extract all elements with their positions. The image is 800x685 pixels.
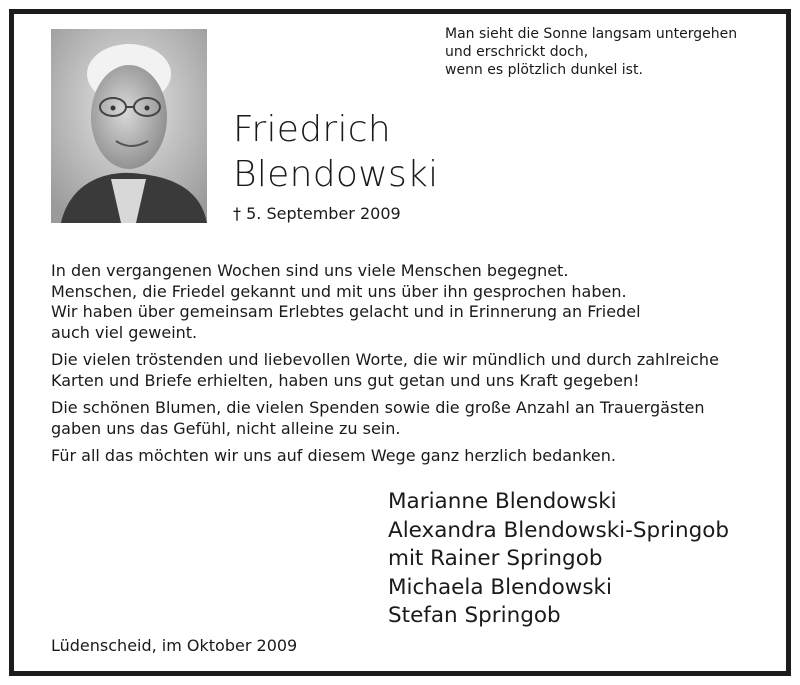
signer: Michaela Blendowski <box>388 574 612 600</box>
text-line: auch viel geweint. <box>51 322 198 342</box>
paragraph <box>51 350 771 391</box>
quote-line: Man sieht die Sonne langsam untergehen <box>445 26 738 42</box>
first-name: Friedrich <box>233 109 392 150</box>
death-date: † 5. September 2009 <box>233 204 401 223</box>
signer: Stefan Springob <box>388 603 561 628</box>
quote <box>445 25 737 79</box>
text-line: Die vielen tröstenden und liebevollen Worte, die wir mündlich und durch zahlreiche <box>51 350 719 369</box>
text-line: Menschen, die Friedel gekannt und mit uns über ihn gesprochen haben. <box>51 281 627 301</box>
portrait-photo <box>51 29 207 223</box>
signers-list <box>388 488 729 631</box>
text-line: Für all das möchten wir uns auf diesem Wege ganz herzlich bedanken. <box>51 446 616 465</box>
deceased-name <box>233 107 438 197</box>
obituary-notice <box>9 9 791 676</box>
text-line: Die schönen Blumen, die vielen Spenden sowie die große Anzahl an Trauergästen <box>51 398 705 417</box>
signer: Marianne Blendowski <box>388 489 617 514</box>
text-line: Wir haben über gemeinsam Erlebtes gelacht und in Erinnerung an Friedel <box>51 302 641 321</box>
text-line: Karten und Briefe erhielten, haben uns gut getan und uns Kraft gegeben! <box>51 370 640 390</box>
thank-you-text <box>51 261 771 474</box>
signer: mit Rainer Springob <box>388 546 603 571</box>
paragraph <box>51 261 771 343</box>
paragraph <box>51 446 771 467</box>
signer: Alexandra Blendowski-Springob <box>388 517 730 543</box>
place-date: Lüdenscheid, im Oktober 2009 <box>51 636 298 655</box>
text-line: gaben uns das Gefühl, nicht alleine zu sein. <box>51 418 401 438</box>
last-name: Blendowski <box>233 154 439 195</box>
paragraph <box>51 398 771 439</box>
quote-line: und erschrickt doch, <box>445 44 589 60</box>
quote-line: wenn es plötzlich dunkel ist. <box>445 62 643 78</box>
text-line: In den vergangenen Wochen sind uns viele Menschen begegnet. <box>51 261 569 280</box>
